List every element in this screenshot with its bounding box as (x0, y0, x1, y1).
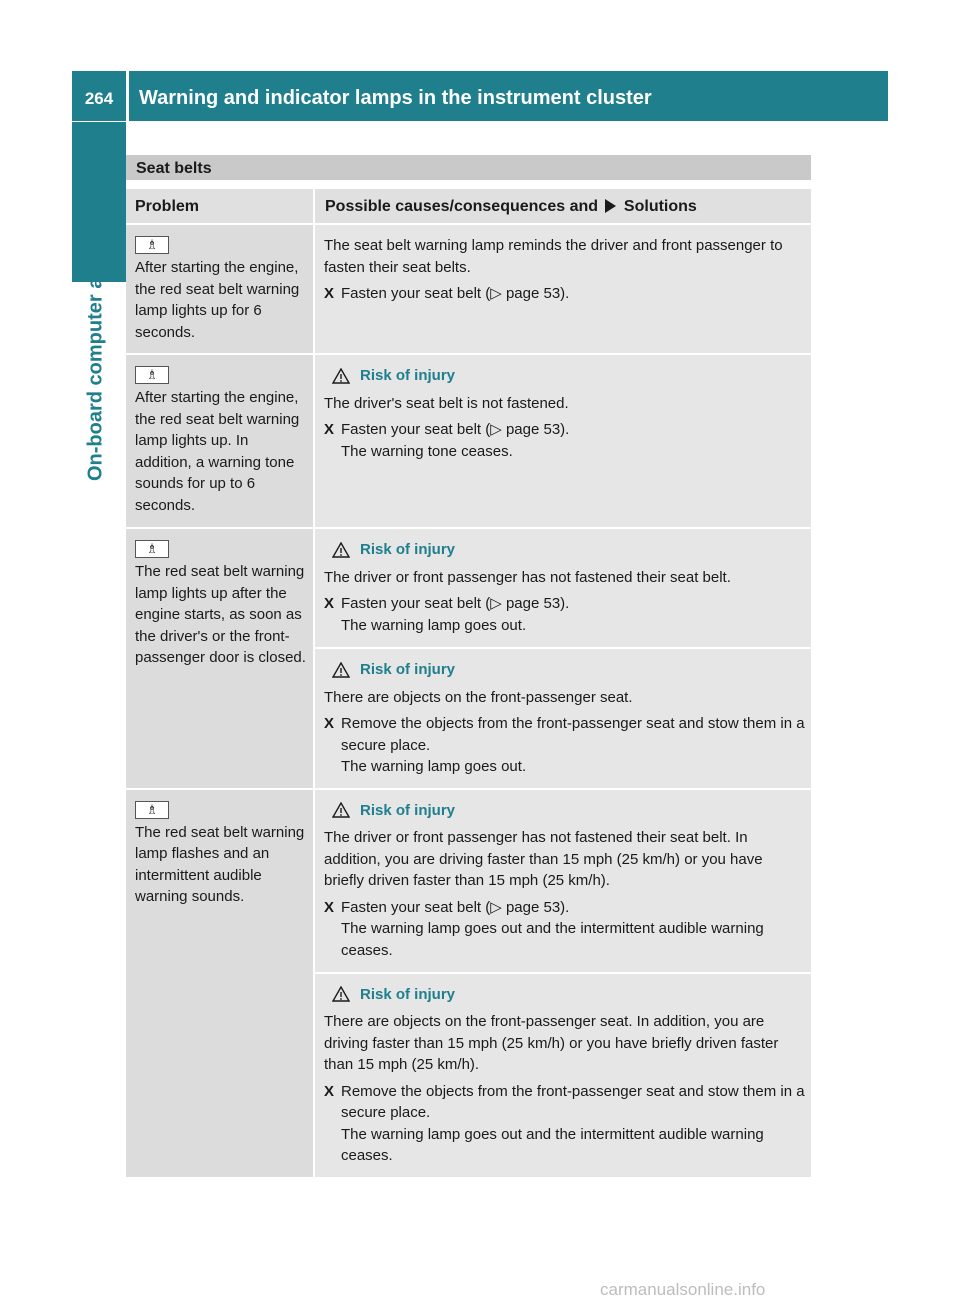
result-text: The warning lamp goes out. (341, 616, 527, 634)
solutions-suffix: Solutions (623, 198, 697, 215)
step-text: Fasten your seat belt (▷ page 53). (341, 285, 570, 302)
solution-block (315, 225, 811, 353)
step-marker-icon: X (324, 595, 335, 612)
problem-cell (126, 355, 313, 527)
solution-block (315, 355, 811, 527)
action-step (324, 1081, 805, 1124)
table-body (126, 225, 811, 1177)
step-marker-icon: X (324, 421, 335, 438)
seat-belt-lamp-icon: ♗ (135, 540, 169, 558)
table-header (126, 189, 811, 223)
step-marker-icon: X (324, 715, 335, 732)
risk-warning (324, 984, 805, 1006)
cause-text: The seat belt warning lamp reminds the driver and front passenger to fasten their seat belts. (324, 237, 783, 276)
warning-triangle-icon (332, 368, 350, 384)
side-tab-text: On-board computer and displays (84, 168, 107, 482)
result-text: The warning lamp goes out. (341, 758, 527, 775)
warning-triangle-icon (332, 802, 350, 818)
warning-triangle-icon (332, 662, 350, 678)
cause-text: The driver or front passenger has not fastened their seat belt. (324, 568, 731, 586)
step-text: Fasten your seat belt (▷ page 53). (341, 898, 570, 916)
side-tab-label (78, 168, 114, 928)
step-text: Remove the objects from the front-passenger seat and stow them in a secure place. (341, 1082, 805, 1121)
action-step (324, 419, 805, 441)
action-step (324, 593, 805, 615)
table-row (126, 225, 811, 353)
solution-block (315, 529, 811, 647)
result-text: The warning lamp goes out and the intermittent audible warning ceases. (341, 1125, 764, 1164)
problem-cell (126, 225, 313, 353)
solutions-prefix: Possible causes/consequences and (325, 198, 599, 215)
watermark: carmanualsonline.info (600, 1280, 766, 1299)
result-text: The warning tone ceases. (341, 442, 513, 460)
risk-warning (324, 659, 805, 681)
section-title: Seat belts (126, 155, 811, 180)
table-row (126, 355, 811, 527)
warning-triangle-icon (332, 542, 350, 558)
risk-label: Risk of injury (360, 367, 456, 384)
risk-warning (324, 800, 805, 822)
solution-block (315, 649, 811, 788)
risk-label: Risk of injury (360, 801, 456, 819)
solutions-cell (313, 225, 811, 353)
problem-cell (126, 790, 313, 1177)
page-header (72, 71, 888, 121)
step-text: Fasten your seat belt (▷ page 53). (341, 421, 570, 438)
solutions-cell (313, 355, 811, 527)
cause-text: The driver's seat belt is not fastened. (324, 394, 569, 412)
seat-belt-lamp-icon: ♗ (135, 236, 169, 254)
problem-column-header: Problem (135, 198, 200, 215)
cause-text: The driver or front passenger has not fastened their seat belt. In addition, you are driving faster than 15 mph (25 km/h) or you have briefly driven faster than 15 mph (25 km/h). (324, 829, 763, 889)
seat-belt-table (126, 155, 811, 1179)
problem-text: After starting the engine, the red seat belt warning lamp lights up for 6 seconds. (135, 259, 300, 341)
warning-triangle-icon (332, 986, 350, 1002)
page-title: Warning and indicator lamps in the instrument cluster (139, 86, 652, 109)
action-step (324, 897, 805, 919)
risk-warning (324, 365, 805, 387)
step-text: Fasten your seat belt (▷ page 53). (341, 595, 570, 612)
risk-label: Risk of injury (360, 541, 456, 558)
page-number: 264 (84, 89, 114, 108)
problem-cell (126, 529, 313, 788)
cause-text: There are objects on the front-passenger seat. In addition, you are driving faster than 15 mph (25 km/h) or you have briefly driven faster than 15 mph (25 km/h). (324, 1013, 779, 1073)
problem-text: The red seat belt warning lamp lights up after the engine starts, as soon as the driver's or the front-passenger door is closed. (135, 563, 306, 666)
play-arrow-icon (605, 199, 616, 213)
step-marker-icon: X (324, 285, 335, 302)
action-step (324, 713, 805, 756)
step-marker-icon: X (324, 898, 335, 916)
solutions-cell (313, 529, 811, 788)
solution-block (315, 790, 811, 972)
solutions-column-header (313, 189, 811, 223)
step-text: Remove the objects from the front-passenger seat and stow them in a secure place. (341, 715, 805, 754)
cause-text: There are objects on the front-passenger seat. (324, 688, 633, 706)
risk-label: Risk of injury (360, 985, 456, 1003)
result-text: The warning lamp goes out and the intermittent audible warning ceases. (341, 920, 764, 959)
step-marker-icon: X (324, 1082, 335, 1100)
solution-block (315, 974, 811, 1177)
seat-belt-lamp-icon: ♗ (135, 366, 169, 384)
problem-text: The red seat belt warning lamp flashes and an intermittent audible warning sounds. (135, 823, 305, 905)
seat-belt-lamp-icon: ♗ (135, 801, 169, 819)
risk-label: Risk of injury (360, 661, 456, 678)
action-step (324, 283, 805, 305)
solutions-cell (313, 790, 811, 1177)
table-row (126, 790, 811, 1177)
table-row (126, 529, 811, 788)
problem-text: After starting the engine, the red seat belt warning lamp lights up. In addition, a warning tone sounds for up to 6 seconds. (135, 389, 300, 514)
risk-warning (324, 539, 805, 561)
